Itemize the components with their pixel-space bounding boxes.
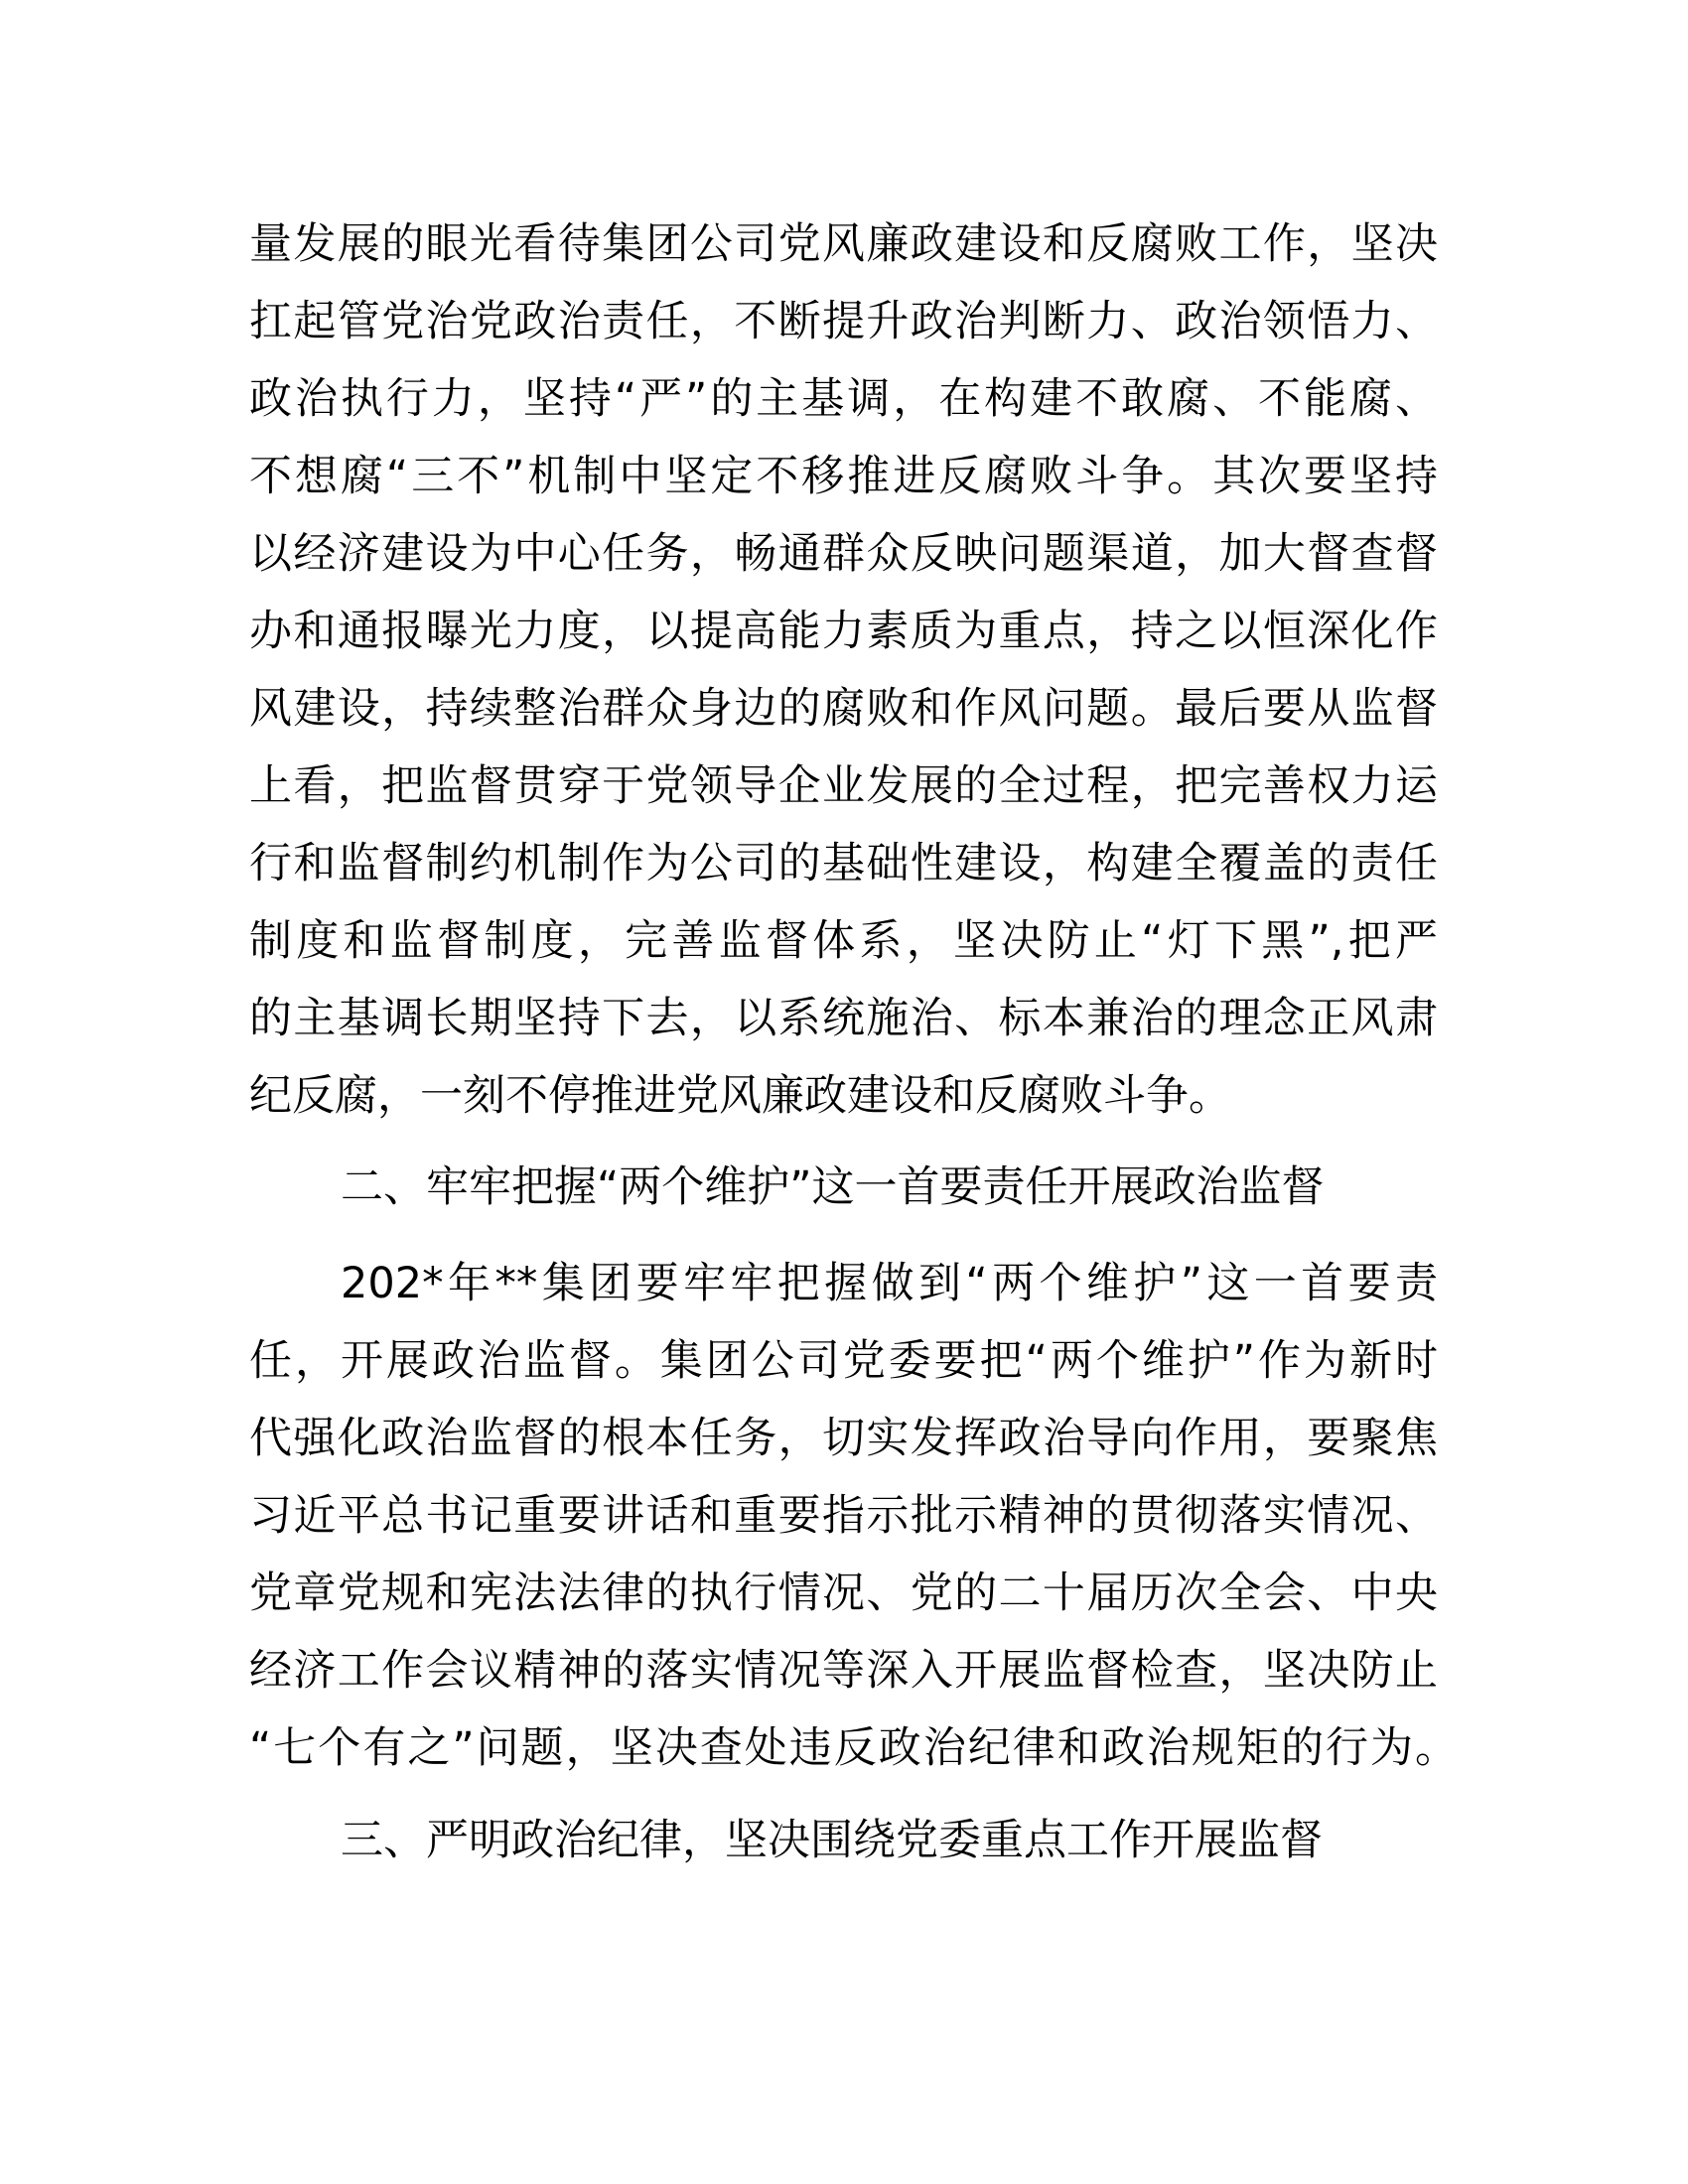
section-heading-3: 三、严明政治纪律，坚决围绕党委重点工作开展监督 [341, 1816, 1323, 1865]
paragraph-line: 办和通报曝光力度，以提高能力素质为重点，持之以恒深化作 [249, 607, 1438, 656]
paragraph-line: 任，开展政治监督。集团公司党委要把“两个维护”作为新时 [249, 1336, 1438, 1386]
paragraph-line: 行和监督制约机制作为公司的基础性建设，构建全覆盖的责任 [249, 839, 1438, 888]
paragraph-line: 量发展的眼光看待集团公司党风廉政建设和反腐败工作，坚决 [249, 219, 1438, 269]
paragraph-line: 习近平总书记重要讲话和重要指示批示精神的贯彻落实情况、 [249, 1491, 1438, 1541]
paragraph-line: 以经济建设为中心任务，畅通群众反映问题渠道，加大督查督 [249, 529, 1438, 579]
paragraph-line: 代强化政治监督的根本任务，切实发挥政治导向作用，要聚焦 [249, 1414, 1438, 1463]
paragraph-line: 不想腐“三不”机制中坚定不移推进反腐败斗争。其次要坚持 [249, 452, 1438, 501]
paragraph-line: 上看，把监督贯穿于党领导企业发展的全过程，把完善权力运 [249, 761, 1438, 811]
section-heading-2: 二、牢牢把握“两个维护”这一首要责任开展政治监督 [341, 1162, 1325, 1212]
paragraph-line: 经济工作会议精神的落实情况等深入开展监督检查，坚决防止 [249, 1646, 1438, 1696]
paragraph-line: 纪反腐，一刻不停推进党风廉政建设和反腐败斗争。 [249, 1071, 1231, 1121]
paragraph-line: 风建设，持续整治群众身边的腐败和作风问题。最后要从监督 [249, 684, 1438, 734]
paragraph-line: 202*年**集团要牢牢把握做到“两个维护”这一首要责 [341, 1259, 1438, 1308]
paragraph-line: 扛起管党治党政治责任，不断提升政治判断力、政治领悟力、 [249, 297, 1438, 346]
paragraph-line: 党章党规和宪法法律的执行情况、党的二十届历次全会、中央 [249, 1569, 1438, 1618]
paragraph-line: 制度和监督制度，完善监督体系，坚决防止“灯下黑”,把严 [249, 916, 1438, 966]
paragraph-line: 政治执行力，坚持“严”的主基调，在构建不敢腐、不能腐、 [249, 374, 1438, 424]
paragraph-line: 的主基调长期坚持下去，以系统施治、标本兼治的理念正风肃 [249, 994, 1438, 1043]
paragraph-line: “七个有之”问题，坚决查处违反政治纪律和政治规矩的行为。 [249, 1723, 1458, 1773]
